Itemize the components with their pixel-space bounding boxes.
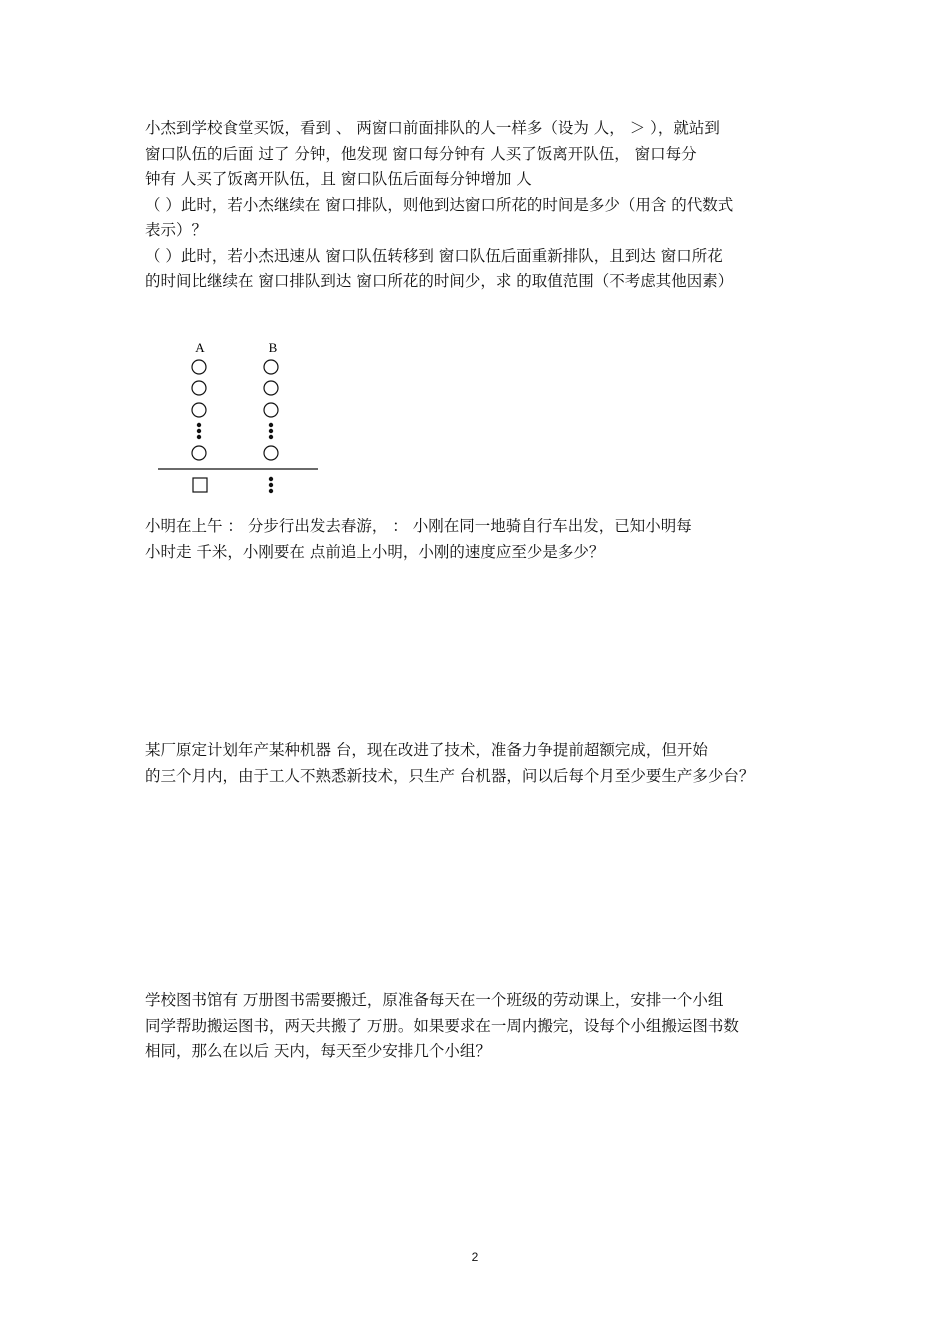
text-line: 某厂原定计划年产某种机器 台，现在改进了技术，准备力争提前超额完成，但开始 <box>145 741 708 759</box>
text-line: 的时间比继续在 窗口排队到达 窗口所花的时间少，求 的取值范围（不考虑其他因素） <box>145 272 734 290</box>
text-line: 相同，那么在以后 天内，每天至少安排几个小组？ <box>145 1042 491 1060</box>
text-line: 的三个月内，由于工人不熟悉新技术，只生产 台机器，问以后每个月至少要生产多少台？ <box>145 766 755 785</box>
problem-factory-paragraph <box>145 738 810 789</box>
person-circle <box>192 403 206 417</box>
xiaojie-square <box>193 478 207 492</box>
text-line: 钟有 人买了饭离开队伍，且 窗口队伍后面每分钟增加 人 <box>145 170 532 188</box>
problem-queue-paragraph <box>145 116 810 295</box>
text-line: 窗口队伍的后面 过了 分钟，他发现 窗口每分钟有 人买了饭离开队伍， 窗口每分 <box>145 144 697 163</box>
window-b-label: B <box>268 340 278 355</box>
text-line: （ ）此时，若小杰继续在 窗口排队，则他到达窗口所花的时间是多少（用含 的代数式 <box>145 195 734 214</box>
text-line: 小杰到学校食堂买饭，看到 、 两窗口前面排队的人一样多（设为 人， ＞ ），就站到 <box>145 119 720 137</box>
ellipsis-dots-a <box>197 423 201 439</box>
person-circle <box>264 381 278 395</box>
queue-diagram <box>150 336 330 506</box>
window-a-label: A <box>195 340 205 355</box>
person-circle <box>264 446 278 460</box>
text-line: （ ）此时，若小杰迅速从 窗口队伍转移到 窗口队伍后面重新排队，且到达 窗口所花 <box>145 246 723 265</box>
person-circle <box>192 360 206 374</box>
person-circle <box>264 360 278 374</box>
person-circle <box>192 446 206 460</box>
queue-b <box>264 360 278 460</box>
text-line: 学校图书馆有 万册图书需要搬迁，原准备每天在一个班级的劳动课上，安排一个小组 <box>145 991 724 1009</box>
page-number: 2 <box>471 1250 479 1264</box>
ellipsis-dots-b <box>269 423 273 439</box>
problem-library-paragraph <box>145 988 810 1065</box>
queue-a <box>192 360 206 460</box>
person-circle <box>264 403 278 417</box>
text-line: 同学帮助搬运图书，两天共搬了 万册。如果要求在一周内搬完，设每个小组搬运图书数 <box>145 1016 739 1035</box>
person-circle <box>192 381 206 395</box>
text-line: 小明在上午 ： 分步行出发去春游， ： 小刚在同一地骑自行车出发，已知小明每 <box>145 517 692 535</box>
problem-chase-paragraph <box>145 514 810 565</box>
text-line: 表示）？ <box>145 221 208 239</box>
ellipsis-dots-below-b <box>269 477 273 493</box>
text-line: 小时走 千米，小刚要在 点前追上小明，小刚的速度应至少是多少？ <box>145 542 605 561</box>
